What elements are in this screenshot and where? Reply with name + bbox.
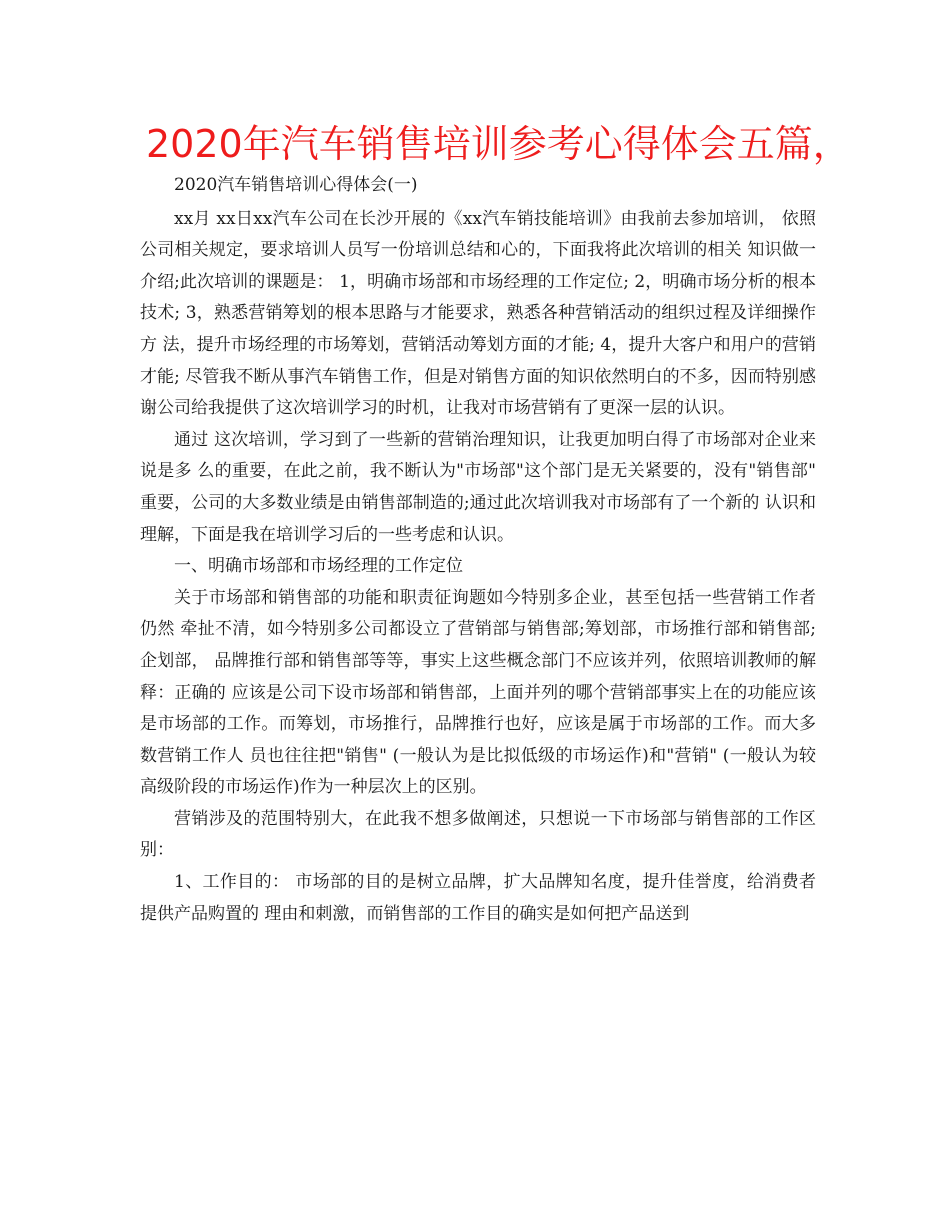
- document-title: 2020年汽车销售培训参考心得体会五篇，: [146, 122, 851, 166]
- body-paragraph: 关于市场部和销售部的功能和职责征询题如今特别多企业，甚至包括一些营销工作者仍然 牵扯不清，如今特别多公司都设立了营销部与销售部;筹划部，市场推行部和销售部;企划部， 品牌推行部和销售部等等，事实上这些概念部门不应该并列，依照培训教师的解释：正确的 应该是公司下设市场部和销售部，上面并列的哪个营销部事实上在的功能应该是市场部的工作。而筹划，市场推行，品牌推行也好，应该是属于市场部的工作。而大多数营销工作人 员也往往把"销售" (一般认为是比拟低级的市场运作)和"营销" (一般认为较高级阶段的市场运作)作为一种层次上的区别。: [140, 587, 816, 798]
- body-paragraph: 通过 这次培训，学习到了一些新的营销治理知识，让我更加明白得了市场部对企业来说是多 么的重要，在此之前，我不断认为"市场部"这个部门是无关紧要的，没有"销售部" 重要，公司的大多数业绩是由销售部制造的;通过此次培训我对市场部有了一个新的 认识和理解，下面是我在培训学习后的一些考虑和认识。: [140, 429, 816, 545]
- body-paragraph: 1、工作目的： 市场部的目的是树立品牌，扩大品牌知名度，提升佳誉度，给消费者提供产品购置的 理由和刺激，而销售部的工作目的确实是如何把产品送到: [140, 872, 816, 924]
- section-subtitle: 2020汽车销售培训心得体会(一): [174, 175, 418, 195]
- body-paragraph: xx月 xx日xx汽车公司在长沙开展的《xx汽车销技能培训》由我前去参加培训， 依照公司相关规定，要求培训人员写一份培训总结和心的，下面我将此次培训的相关 知识做一介绍;此次培训的课题是： 1，明确市场部和市场经理的工作定位; 2，明确市场分析的根本技术; 3，熟悉营销筹划的根本思路与才能要求，熟悉各种营销活动的组织过程及详细操作方 法，提升市场经理的市场筹划，营销活动筹划方面的才能; 4，提升大客户和用户的营销才能; 尽管我不断从事汽车销售工作，但是对销售方面的知识依然明白的不多，因而特别感 谢公司给我提供了这次培训学习的时机，让我对市场营销有了更深一层的认识。: [140, 208, 816, 419]
- body-paragraph: 营销涉及的范围特别大，在此我不想多做阐述，只想说一下市场部与销售部的工作区别：: [140, 808, 816, 861]
- document-body: [140, 170, 816, 930]
- section-heading: 一、明确市场部和市场经理的工作定位: [174, 556, 463, 577]
